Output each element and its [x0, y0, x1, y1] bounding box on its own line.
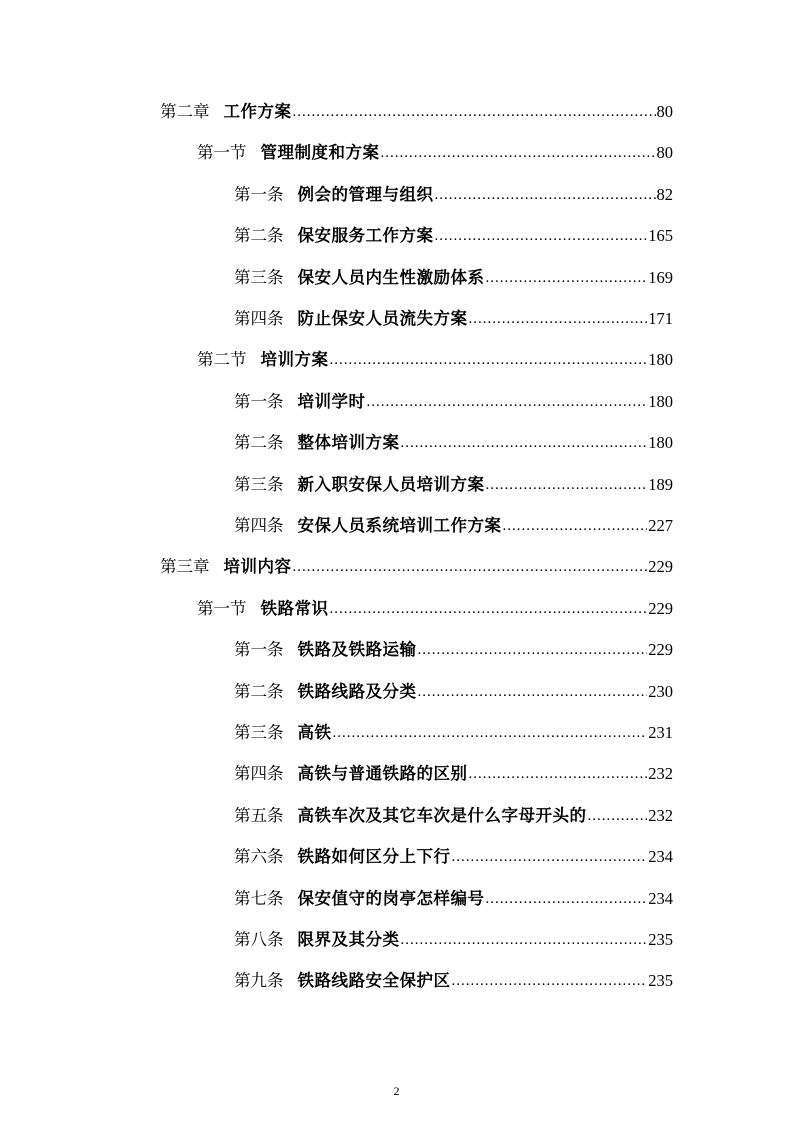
toc-leader: [486, 475, 648, 495]
toc-leader: [293, 557, 648, 577]
toc-entry[interactable]: [234, 879, 673, 909]
toc-entry[interactable]: [234, 506, 673, 536]
toc-leader: [486, 268, 648, 288]
toc-title: 铁路如何区分上下行: [297, 847, 451, 867]
toc-title: 保安人员内生性激励体系: [297, 267, 485, 287]
toc-title: 保安服务工作方案: [297, 226, 434, 246]
toc-entry[interactable]: [234, 630, 673, 660]
toc-number: 第一条: [234, 391, 284, 411]
toc-title: 铁路线路及分类: [297, 681, 417, 701]
toc-title: 整体培训方案: [297, 433, 400, 453]
toc-leader: [452, 971, 648, 991]
toc-entry[interactable]: [160, 547, 673, 577]
toc-leader: [503, 516, 648, 536]
toc-number: 第二条: [234, 681, 284, 701]
toc-title: 防止保安人员流失方案: [297, 309, 468, 328]
toc-page: 80: [656, 143, 673, 163]
toc-entry[interactable]: [234, 754, 673, 784]
toc-page: 232: [648, 805, 673, 825]
toc-number: 第三条: [234, 267, 284, 287]
toc-page: 165: [648, 226, 673, 246]
toc-title: 例会的管理与组织: [297, 184, 434, 204]
toc-entry[interactable]: [197, 133, 673, 163]
toc-page: 169: [648, 267, 673, 287]
toc-leader: [469, 764, 648, 784]
toc-entry[interactable]: [160, 92, 673, 122]
toc-title: 铁路及铁路运输: [297, 640, 417, 660]
toc-leader: [486, 889, 648, 909]
toc-number: 第一条: [234, 184, 284, 204]
toc-leader: [401, 930, 648, 950]
toc-title: 高铁与普通铁路的区别: [297, 764, 468, 784]
toc-leader: [435, 226, 648, 246]
toc-entry[interactable]: [234, 258, 673, 288]
toc-entry[interactable]: [234, 961, 673, 991]
toc-page: 235: [648, 971, 673, 991]
toc-entry[interactable]: [234, 920, 673, 950]
toc-number: 第三条: [234, 474, 284, 494]
toc-entry[interactable]: [234, 796, 673, 826]
toc-page: 234: [648, 847, 673, 867]
toc-leader: [401, 433, 648, 453]
toc-entry[interactable]: [197, 340, 673, 370]
toc-title: 高铁车次及其它车次是什么字母开头的: [297, 805, 587, 825]
toc-page: 171: [648, 309, 673, 328]
toc-entry[interactable]: [234, 216, 673, 246]
toc-page: 229: [648, 598, 673, 618]
toc-leader: [381, 143, 656, 163]
toc-entry[interactable]: [234, 175, 673, 205]
toc-title: 培训学时: [297, 391, 366, 411]
toc-leader: [469, 309, 648, 329]
toc-number: 第三章: [160, 557, 210, 577]
toc-leader: [330, 599, 648, 619]
toc-number: 第八条: [234, 930, 284, 949]
toc-title: 安保人员系统培训工作方案: [297, 516, 502, 535]
toc-number: 第五条: [234, 805, 284, 825]
toc-number: 第四条: [234, 764, 284, 784]
toc-number: 第四条: [234, 309, 284, 328]
toc-entry[interactable]: [234, 465, 673, 495]
toc-leader: [330, 350, 648, 370]
toc-number: 第二章: [160, 102, 210, 121]
toc-number: 第二条: [234, 226, 284, 246]
toc-title: 铁路线路安全保护区: [297, 971, 451, 991]
toc-number: 第六条: [234, 847, 284, 867]
toc-page: 229: [648, 640, 673, 660]
toc-title: 管理制度和方案: [260, 143, 380, 163]
toc-title: 高铁: [297, 723, 332, 742]
toc-page: 180: [648, 391, 673, 411]
toc-leader: [367, 392, 648, 412]
toc-page: 180: [648, 433, 673, 453]
toc-number: 第一条: [234, 640, 284, 660]
toc-entry[interactable]: [234, 423, 673, 453]
toc-entry[interactable]: [234, 672, 673, 702]
toc-page: 229: [648, 557, 673, 577]
toc-page: 232: [648, 764, 673, 784]
toc-leader: [418, 640, 648, 660]
toc-leader: [452, 847, 648, 867]
toc-number: 第二节: [197, 350, 247, 370]
toc-entry[interactable]: [234, 837, 673, 867]
toc-number: 第四条: [234, 516, 284, 535]
toc-entry[interactable]: [234, 299, 673, 329]
toc-number: 第二条: [234, 433, 284, 453]
toc-title: 培训方案: [260, 350, 329, 370]
toc-page: 82: [656, 184, 673, 204]
toc-leader: [418, 682, 648, 702]
toc-number: 第三条: [234, 723, 284, 742]
toc-entry[interactable]: [234, 713, 673, 743]
toc-leader: [333, 723, 648, 743]
toc-page: 230: [648, 681, 673, 701]
toc-page: 80: [656, 102, 673, 121]
toc-page: 235: [648, 930, 673, 949]
toc-leader: [435, 185, 656, 205]
toc-leader: [293, 102, 656, 122]
toc-number: 第一节: [197, 143, 247, 163]
toc-page: 189: [648, 474, 673, 494]
toc-page: 227: [648, 516, 673, 535]
toc-page: 180: [648, 350, 673, 370]
page-number: 2: [393, 1084, 400, 1098]
toc-title: 限界及其分类: [297, 930, 400, 949]
toc-page: 234: [648, 888, 673, 908]
toc-entry[interactable]: [234, 382, 673, 412]
toc-title: 培训内容: [223, 557, 292, 577]
toc-leader: [588, 806, 648, 826]
toc-title: 保安值守的岗亭怎样编号: [297, 888, 485, 908]
toc-title: 新入职安保人员培训方案: [297, 474, 485, 494]
toc-title: 铁路常识: [260, 598, 329, 618]
toc-number: 第九条: [234, 971, 284, 991]
toc-number: 第七条: [234, 888, 284, 908]
toc-title: 工作方案: [223, 102, 292, 121]
toc-entry[interactable]: [197, 589, 673, 619]
toc-page: 231: [648, 723, 673, 742]
toc-number: 第一节: [197, 598, 247, 618]
